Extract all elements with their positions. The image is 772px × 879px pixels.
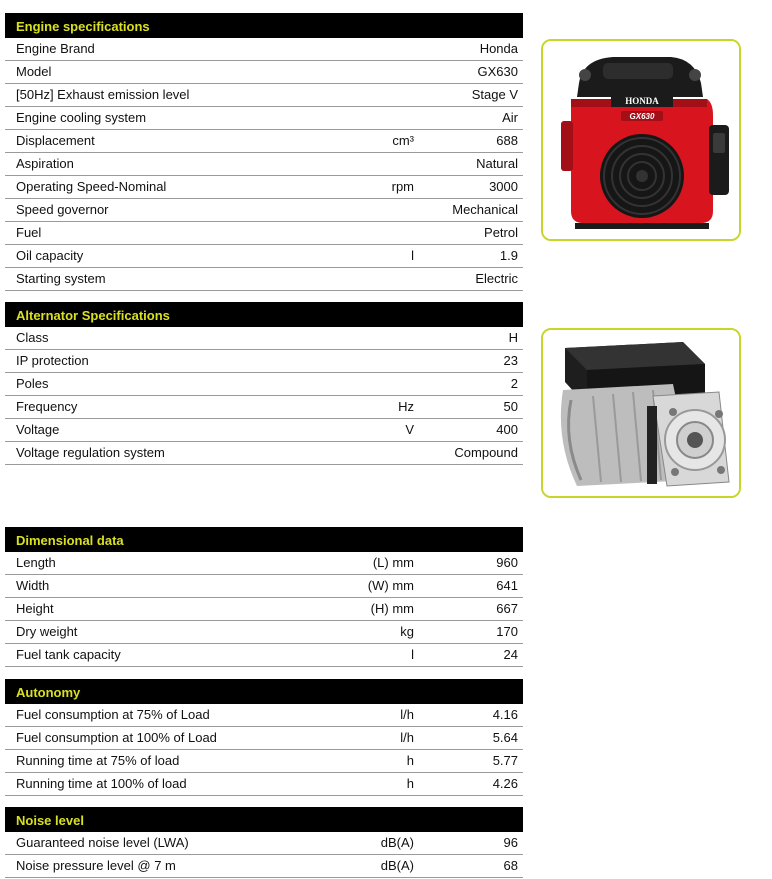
spec-unit: Hz xyxy=(398,399,414,414)
spec-label: Voltage xyxy=(16,422,60,437)
alternator-specs-header: Alternator Specifications xyxy=(5,302,523,327)
spec-label: Height xyxy=(16,601,54,616)
spec-row xyxy=(5,84,523,107)
spec-value: GX630 xyxy=(477,64,518,79)
spec-value: 50 xyxy=(503,399,518,414)
spec-label: Noise pressure level @ 7 m xyxy=(16,858,176,873)
spec-row xyxy=(5,750,523,773)
spec-row xyxy=(5,130,523,153)
dimensional-data-section xyxy=(5,527,523,667)
spec-value: 68 xyxy=(503,858,518,873)
spec-unit: l/h xyxy=(400,730,414,745)
spec-value: 3000 xyxy=(489,179,518,194)
spec-row xyxy=(5,199,523,222)
spec-label: Starting system xyxy=(16,271,106,286)
spec-value: 1.9 xyxy=(499,248,518,263)
alternator-specs-section xyxy=(5,302,523,465)
spec-row xyxy=(5,222,523,245)
spec-row xyxy=(5,107,523,130)
spec-row xyxy=(5,442,523,465)
spec-label: [50Hz] Exhaust emission level xyxy=(16,87,190,102)
spec-value: Air xyxy=(502,110,518,125)
spec-label: Poles xyxy=(16,376,49,391)
spec-unit: h xyxy=(406,753,414,768)
spec-label: Fuel xyxy=(16,225,42,240)
noise-level-header: Noise level xyxy=(5,807,523,832)
spec-label: Displacement xyxy=(16,133,95,148)
spec-label: Fuel consumption at 75% of Load xyxy=(16,707,210,722)
spec-value: 960 xyxy=(496,555,518,570)
spec-row xyxy=(5,621,523,644)
noise-level-section xyxy=(5,807,523,878)
alternator-photo xyxy=(541,328,741,498)
spec-value: 23 xyxy=(503,353,518,368)
spec-label: Voltage regulation system xyxy=(16,445,165,460)
spec-label: Length xyxy=(16,555,56,570)
autonomy-section xyxy=(5,679,523,796)
spec-row xyxy=(5,396,523,419)
spec-row xyxy=(5,704,523,727)
spec-row xyxy=(5,268,523,291)
spec-value: Petrol xyxy=(484,225,518,240)
spec-row xyxy=(5,38,523,61)
spec-label: IP protection xyxy=(16,353,89,368)
spec-label: Width xyxy=(16,578,50,593)
spec-value: 688 xyxy=(496,133,518,148)
spec-value: Compound xyxy=(454,445,518,460)
engine-illustration xyxy=(543,41,739,239)
spec-row xyxy=(5,373,523,396)
spec-unit: l xyxy=(411,248,414,263)
spec-row xyxy=(5,575,523,598)
spec-value: 4.16 xyxy=(492,707,518,722)
spec-row xyxy=(5,727,523,750)
spec-unit: rpm xyxy=(391,179,414,194)
spec-label: Aspiration xyxy=(16,156,74,171)
spec-label: Engine Brand xyxy=(16,41,95,56)
spec-row xyxy=(5,153,523,176)
engine-brand-mark: HONDA xyxy=(625,96,659,106)
spec-value: 5.77 xyxy=(492,753,518,768)
autonomy-header: Autonomy xyxy=(5,679,523,704)
engine-model-mark: GX630 xyxy=(629,112,655,121)
spec-unit: h xyxy=(406,776,414,791)
spec-row xyxy=(5,855,523,878)
spec-row xyxy=(5,644,523,667)
spec-value: Natural xyxy=(476,156,518,171)
spec-value: 641 xyxy=(496,578,518,593)
spec-unit: V xyxy=(405,422,414,437)
spec-row xyxy=(5,245,523,268)
spec-label: Class xyxy=(16,330,49,345)
spec-row xyxy=(5,176,523,199)
spec-unit: (L) mm xyxy=(372,555,414,570)
spec-unit: dB(A) xyxy=(380,858,414,873)
spec-value: 96 xyxy=(503,835,518,850)
spec-value: H xyxy=(508,330,518,345)
spec-row xyxy=(5,552,523,575)
spec-label: Oil capacity xyxy=(16,248,84,263)
spec-value: 400 xyxy=(496,422,518,437)
spec-label: Model xyxy=(16,64,52,79)
spec-label: Dry weight xyxy=(16,624,78,639)
dimensional-data-header: Dimensional data xyxy=(5,527,523,552)
spec-unit: l/h xyxy=(400,707,414,722)
spec-value: 5.64 xyxy=(492,730,518,745)
spec-label: Frequency xyxy=(16,399,78,414)
spec-label: Fuel tank capacity xyxy=(16,647,121,662)
spec-value: 2 xyxy=(510,376,518,391)
spec-row xyxy=(5,61,523,84)
spec-label: Guaranteed noise level (LWA) xyxy=(16,835,189,850)
spec-row xyxy=(5,419,523,442)
spec-unit: dB(A) xyxy=(380,835,414,850)
spec-value: 4.26 xyxy=(492,776,518,791)
spec-label: Speed governor xyxy=(16,202,109,217)
engine-specs-section xyxy=(5,13,523,291)
engine-photo xyxy=(541,39,741,241)
spec-value: 24 xyxy=(503,647,518,662)
spec-value: Honda xyxy=(479,41,518,56)
engine-specs-header: Engine specifications xyxy=(5,13,523,38)
spec-value: 170 xyxy=(496,624,518,639)
spec-unit: (W) mm xyxy=(367,578,414,593)
spec-row xyxy=(5,773,523,796)
spec-label: Operating Speed-Nominal xyxy=(16,179,167,194)
alternator-illustration xyxy=(543,330,739,496)
spec-label: Fuel consumption at 100% of Load xyxy=(16,730,217,745)
spec-value: Mechanical xyxy=(452,202,518,217)
spec-row xyxy=(5,598,523,621)
spec-unit: (H) mm xyxy=(370,601,414,616)
spec-unit: kg xyxy=(400,624,414,639)
spec-label: Running time at 100% of load xyxy=(16,776,187,791)
spec-unit: cm³ xyxy=(392,133,414,148)
spec-row xyxy=(5,350,523,373)
spec-label: Running time at 75% of load xyxy=(16,753,180,768)
spec-row xyxy=(5,327,523,350)
spec-value: 667 xyxy=(496,601,518,616)
spec-label: Engine cooling system xyxy=(16,110,147,125)
spec-unit: l xyxy=(411,647,414,662)
spec-value: Electric xyxy=(475,271,518,286)
spec-row xyxy=(5,832,523,855)
spec-value: Stage V xyxy=(471,87,518,102)
